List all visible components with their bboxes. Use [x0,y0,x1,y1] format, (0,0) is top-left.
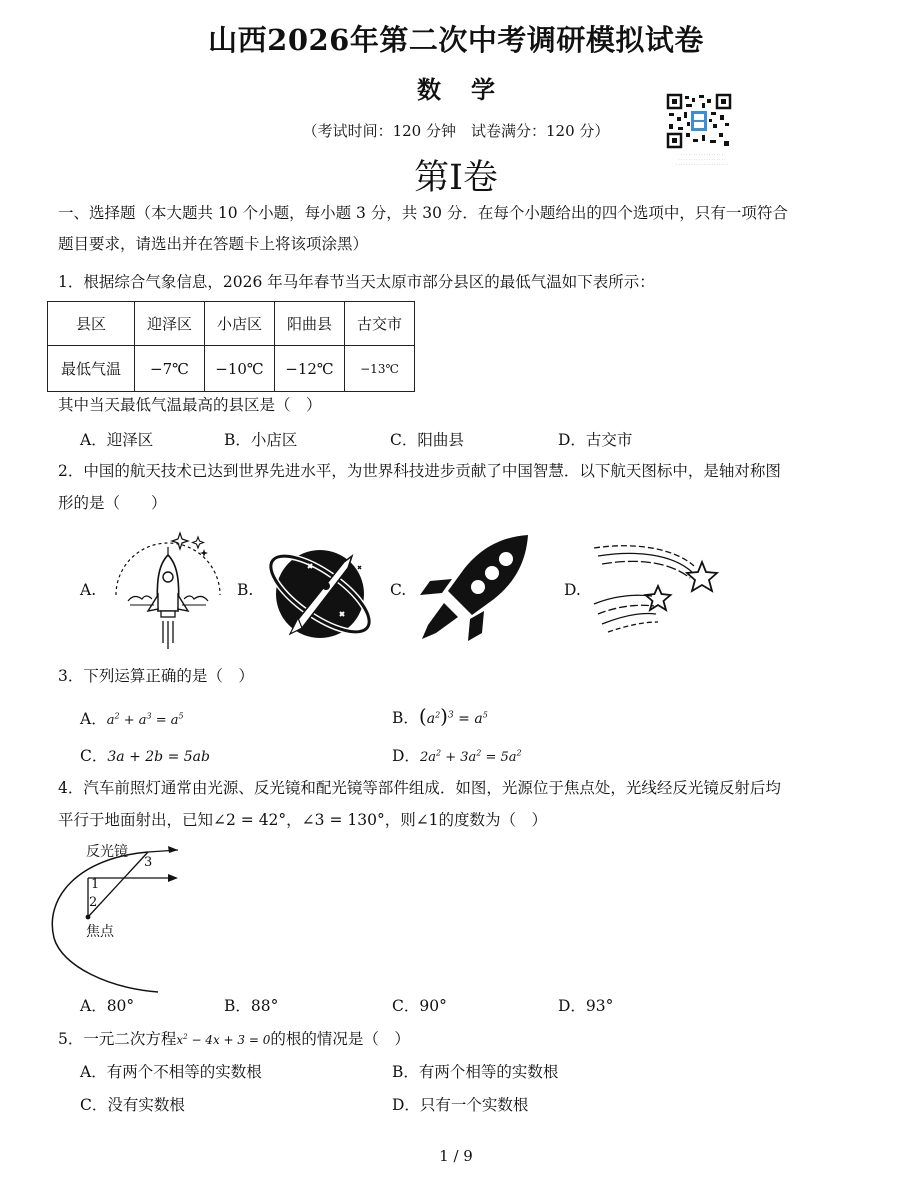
table-cell-district: 迎泽区 [135,302,205,346]
q5-option-b[interactable]: B．有两个相等的实数根 [392,1063,559,1081]
q2-stem-line1: 2．中国的航天技术已达到世界先进水平，为世界科技进步贡献了中国智慧．以下航天图标中，是轴对称图 [58,462,781,480]
q2-option-a[interactable]: A. [80,581,97,599]
q1-option-a[interactable]: A．迎泽区 [80,431,154,449]
q5-stem-prefix: 5．一元二次方程 [58,1030,177,1048]
q3-option-d-label: D． [392,747,420,765]
volume-title: 第Ⅰ卷 [414,158,498,198]
q4-option-c[interactable]: C．90° [392,997,447,1015]
q3-option-d[interactable]: D．$2a^2 + 3a^2 = 5a^2$ [392,747,522,765]
q4-option-d[interactable]: D．93° [558,997,614,1015]
focus-label: 焦点 [86,924,114,940]
headlight-diagram [48,838,228,998]
exam-info: （考试时间：120 分钟 试卷满分：120 分） [302,122,610,140]
q3-option-c[interactable] [80,744,210,766]
q4-option-b[interactable]: B．88° [224,997,279,1015]
rocket-icon [418,535,530,641]
table-cell-district: 阳曲县 [275,302,345,346]
rocket-launch-icon [108,525,228,653]
q4-stem-line1: 4．汽车前照灯通常由光源、反光镜和配光镜等部件组成．如图，光源位于焦点处，光线经反光镜反射后均 [58,779,781,797]
section-heading-line1: 一、选择题（本大题共 10 个小题，每小题 3 分，共 30 分．在每个小题给出的四个选项中，只有一项符合 [58,204,788,222]
q5-option-a[interactable]: A．有两个不相等的实数根 [80,1063,262,1081]
q4-option-a[interactable]: A．80° [80,997,135,1015]
q1-option-d[interactable]: D．古交市 [558,431,633,449]
q1-question: 其中当天最低气温最高的县区是（ ） [58,396,322,414]
q3-option-c-expr: 3a + 2b = 5ab [107,749,210,765]
q3-option-a-label: A． [80,710,107,728]
q2-option-b[interactable]: B. [237,581,254,599]
table-cell-temp: −13℃ [345,346,415,392]
table-cell-district: 古交市 [345,302,415,346]
angle-label-1: 1 [91,877,100,892]
q2-option-d[interactable]: D. [564,581,581,599]
exam-title: 山西2026年第二次中考调研模拟试卷 [208,23,704,57]
angle-label-3: 3 [144,855,153,870]
table-cell-temp: −12℃ [275,346,345,392]
qr-code-icon [666,93,732,149]
table-header-temp: 最低气温 [48,346,135,392]
q2-stem-line2: 形的是（ ） [58,494,167,512]
q4-stem-line2: 平行于地面射出，已知∠2 = 42°，∠3 = 130°，则∠1的度数为（ ） [58,811,548,829]
table-cell-district: 小店区 [205,302,275,346]
shooting-stars-icon [594,540,722,636]
q3-stem: 3．下列运算正确的是（ ） [58,667,254,685]
q1-option-b[interactable]: B．小店区 [224,431,298,449]
q2-option-c[interactable]: C. [390,581,407,599]
table-cell-temp: −10℃ [205,346,275,392]
q1-stem: 1．根据综合气象信息，2026 年马年春节当天太原市部分县区的最低气温如下表所示： [58,273,655,291]
q5-stem [58,1027,410,1050]
q5-option-d[interactable]: D．只有一个实数根 [392,1096,529,1114]
q3-option-a[interactable]: A．$a^2 + a^3 = a^5$ [80,710,184,728]
planet-rocket-icon [262,538,380,650]
page-number: 1 / 9 [439,1147,473,1165]
mirror-label: 反光镜 [86,844,128,860]
subject-title: 数学 [417,75,525,104]
angle-label-2: 2 [89,895,98,910]
qr-note: . . . . . . . . . . . . . . . . . . . . . . . . . . . . . . . . . . . . . . . . . . . . . . . . . . . . . . . . . [675,151,729,166]
table-cell-temp: −7℃ [135,346,205,392]
q5-option-c[interactable]: C．没有实数根 [80,1096,185,1114]
q1-option-c[interactable]: C．阳曲县 [390,431,464,449]
q3-option-b-label: B． [392,709,419,727]
temperature-table [47,301,415,392]
table-header-district: 县区 [48,302,135,346]
q3-option-b[interactable]: B．$(a^2)^3 = a^5$ [392,704,488,728]
q5-stem-suffix: 的根的情况是（ ） [270,1030,410,1048]
q3-option-c-label: C． [80,747,108,765]
section-heading-line2: 题目要求，请选出并在答题卡上将该项涂黑） [58,235,369,253]
q5-equation: $x^2 - 4x + 3 = 0$ [176,1033,271,1047]
